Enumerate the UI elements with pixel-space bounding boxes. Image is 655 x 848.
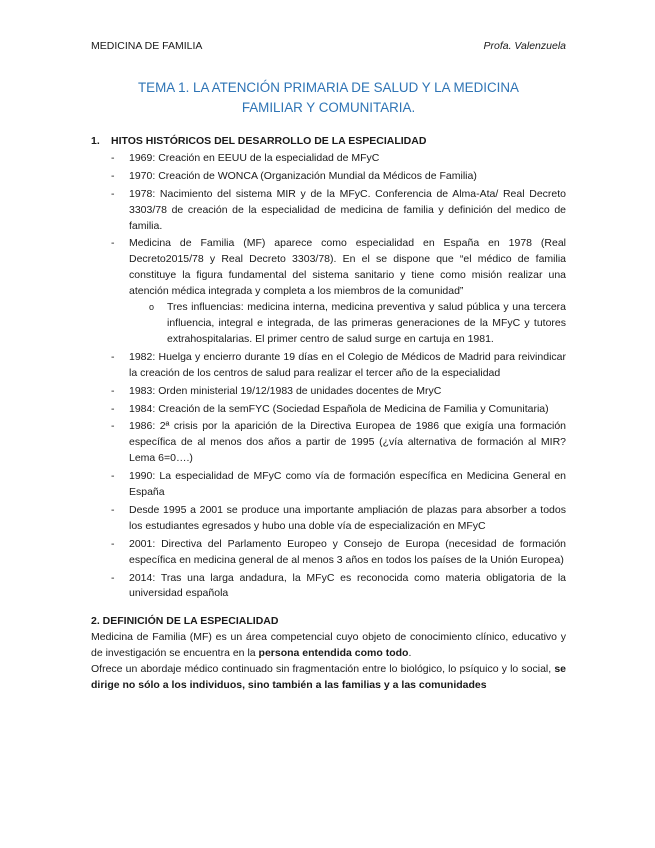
list-item: - 1978: Nacimiento del sistema MIR y de la MFyC. Conferencia de Alma-Ata/ Real Decreto 3303/78 de creación de la especialidad de medicina de familia y definición del medico de familia. (129, 187, 566, 235)
list-item: - 1986: 2ª crisis por la aparición de la Directiva Europea de 1986 que exigía una formación específica de al menos dos años a partir de 1995 (¿vía alternativa de formación al MIR? Lema 6=0….) (129, 419, 566, 467)
header-author: Profa. Valenzuela (483, 40, 566, 52)
list-item: - 2001: Directiva del Parlamento Europeo y Consejo de Europa (necesidad de formación específica en medicina general de al menos 3 años en todos los países de la Unión Europea) (129, 537, 566, 569)
list-item: - 1982: Huelga y encierro durante 19 días en el Colegio de Médicos de Madrid para reivindicar la creación de los centros de salud para realizar el tercer año de la especialidad (129, 350, 566, 382)
list-item: - 2014: Tras una larga andadura, la MFyC es reconocida como materia obligatoria de la universidad española (129, 571, 566, 603)
approach-text: Ofrece un abordaje médico continuado sin fragmentación entre lo biológico, lo psíquico y lo social, (91, 663, 555, 676)
approach-emphasis: se dirige no sólo a los individuos, sino también a las familias y a las comunidades (91, 663, 566, 691)
list-item-with-subitems (129, 236, 566, 347)
list-item: - 1970: Creación de WONCA (Organización Mundial da Médicos de Familia) (129, 169, 566, 185)
title-line-2: FAMILIAR Y COMUNITARIA. (241, 100, 416, 115)
page-title (91, 78, 566, 118)
definition-paragraph (91, 630, 566, 662)
sub-list (129, 300, 566, 348)
sub-list-item: o Tres influencias: medicina interna, medicina preventiva y salud pública y una tercera influencia, integral e integrada, de las primeras generaciones de la MFyC y tutores extrahospitalarias. El primer centro de salud surge en cartuja en 1981. (167, 300, 566, 348)
section-1-heading-text: HITOS HISTÓRICOS DEL DESARROLLO DE LA ESPECIALIDAD (111, 135, 427, 147)
list-item: - 1969: Creación en EEUU de la especialidad de MFyC (129, 151, 566, 167)
definition-emphasis: persona entendida como todo (258, 647, 409, 660)
list-item: - 1983: Orden ministerial 19/12/1983 de unidades docentes de MryC (129, 384, 566, 400)
section-1-number: 1. (91, 135, 100, 147)
list-item: - Desde 1995 a 2001 se produce una importante ampliación de plazas para absorber a todos los estudiantes egresados y hubo una doble vía de especialización en MFyC (129, 503, 566, 535)
header-subject: MEDICINA DE FAMILIA (91, 40, 203, 52)
document-body (91, 134, 566, 694)
list-item: - 1984: Creación de la semFYC (Sociedad Española de Medicina de Familia y Comunitaria) (129, 402, 566, 418)
definition-end: . (408, 647, 412, 660)
section-1-heading (91, 134, 566, 150)
title-line-1: TEMA 1. LA ATENCIÓN PRIMARIA DE SALUD Y LA MEDICINA (137, 80, 519, 95)
list-item-text: Medicina de Familia (MF) aparece como especialidad en España en 1978 (Real Decreto2015/78 y Real Decreto 3303/78). En el se dispone que “el médico de familia constituye la figura fundamental del sistema sanitario y tiene como misión realizar una atención médica integrada y completa a los miembros de la comunidad” (129, 237, 566, 298)
approach-paragraph (91, 662, 566, 694)
milestones-list (91, 151, 566, 602)
definition-text: Medicina de Familia (MF) es un área competencial cuyo objeto de conocimiento clínico, educativo y de investigación se encuentra en la (91, 631, 566, 660)
list-item: - 1990: La especialidad de MFyC como vía de formación específica en Medicina General en España (129, 469, 566, 501)
section-2-heading: 2. DEFINICIÓN DE LA ESPECIALIDAD (91, 615, 279, 628)
